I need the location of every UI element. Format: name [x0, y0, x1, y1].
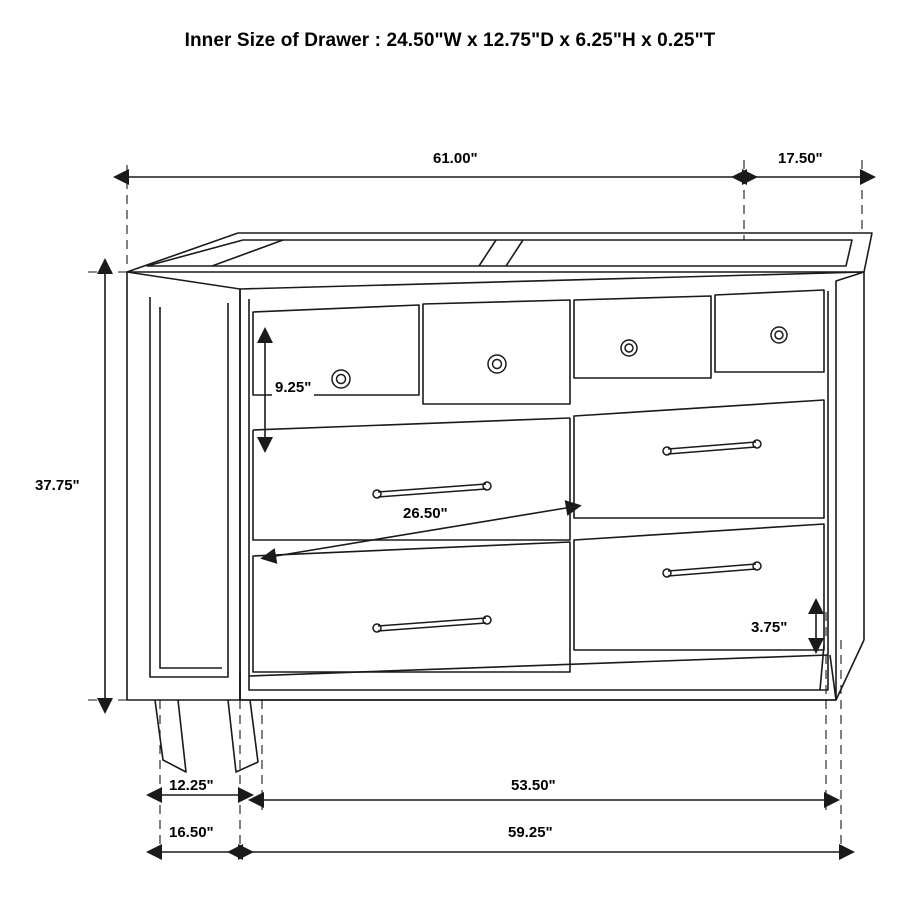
dim-width: 61.00" — [430, 150, 481, 167]
dim-span: 53.50" — [508, 777, 559, 794]
dim-foot: 12.25" — [166, 777, 217, 794]
dim-leg: 3.75" — [748, 619, 790, 636]
drawer-knobs — [332, 327, 787, 388]
dim-base: 16.50" — [166, 824, 217, 841]
dim-height: 37.75" — [32, 477, 83, 494]
page-title: Inner Size of Drawer : 24.50"W x 12.75"D x 6.25"H x 0.25"T — [184, 30, 716, 51]
dim-side-depth: 17.50" — [775, 150, 826, 167]
drawer-pulls — [373, 440, 761, 632]
dim-drawer-width: 26.50" — [400, 505, 451, 522]
cabinet-outline — [127, 233, 872, 772]
dim-bottom-width: 59.25" — [505, 824, 556, 841]
dim-drawer-height: 9.25" — [272, 379, 314, 396]
